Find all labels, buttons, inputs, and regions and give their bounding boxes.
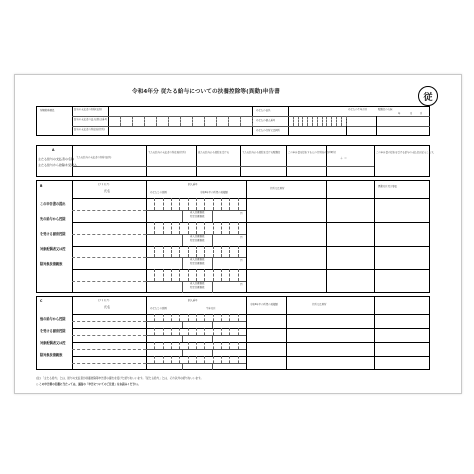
- section-b-vlabel-2: 先の給与から控除: [40, 217, 66, 221]
- section-c-number: 個人番号: [188, 299, 198, 302]
- section-a-note: この申告書の提出を受ける給与の支払者が記入します。: [376, 151, 436, 154]
- section-b-vlabel-5: 除対象扶養親族: [40, 262, 63, 266]
- section-c-vlabel-3: 対象配偶者又は控: [40, 341, 66, 345]
- section-a-col2: 主たる給与の支払者の所在地(住所): [148, 151, 186, 154]
- section-b-address: 住所又は居所: [270, 187, 285, 190]
- form-title: 令和4年分 従たる給与についての扶養控除等(異動)申告書: [132, 89, 280, 95]
- payer-name-label: 給与の支払者の名称(氏名): [74, 108, 103, 111]
- personal-number-label: あなたの個人番号: [256, 119, 276, 122]
- row-unit-0: 円: [240, 211, 243, 215]
- section-c-income: 令和4年中の所得の見積額: [250, 303, 278, 306]
- section-a-col3: 従たる給与から控除を受ける: [198, 151, 230, 154]
- row-tag2-3: 特定扶養親族: [190, 286, 205, 290]
- section-c-name: 氏名: [104, 305, 111, 309]
- section-b-name: 氏名: [104, 189, 111, 193]
- section-b-vlabel-4: 対象配偶者又は控: [40, 247, 66, 251]
- section-b-relation: あなたとの続柄: [150, 191, 167, 194]
- birth-label: あなたの生年月日: [348, 108, 368, 111]
- row-unit-1: 円: [240, 235, 243, 239]
- row-tag2-0: 特定扶養親族: [190, 214, 205, 218]
- section-b-change: 異動月日及び事由: [378, 185, 398, 188]
- section-a-col5: この申告書を提出する人の住所地の市区町村: [288, 151, 336, 154]
- section-c-vlabel-4: 除対象扶養親族: [40, 353, 63, 357]
- spouse-label: 配偶者の有無: [378, 108, 393, 111]
- section-a-col1: 主たる給与の支払者の名称(氏名): [76, 156, 112, 159]
- section-c-relation: あなたとの続柄: [150, 307, 167, 310]
- year-label: 年: [398, 112, 401, 115]
- day-label: 日: [420, 112, 423, 115]
- name-label: あなたの氏名: [256, 109, 271, 112]
- office-label: 所轄税務署長: [40, 109, 55, 112]
- row-unit-3: 円: [240, 283, 243, 287]
- address-label: あなたの住所又は居所: [256, 129, 280, 132]
- section-c-vlabel-1: 他の給与から控除: [40, 317, 66, 321]
- section-c-table: [36, 296, 430, 370]
- section-b-vlabel-3: を受ける源泉控除: [40, 232, 66, 236]
- section-a-sublabel: 主たる給与から控除を受ける: [38, 163, 78, 167]
- row-tag1-2: 老人扶養親族: [190, 258, 205, 262]
- section-b-number: 個人番号: [188, 183, 198, 186]
- section-a-label: 主たる給与の支払者の名称: [38, 157, 75, 161]
- section-b-income: 令和4年中の所得の見積額: [200, 191, 228, 194]
- row-tag1-0: 老人扶養親族: [190, 210, 205, 214]
- row-tag2-1: 特定扶養親族: [190, 238, 205, 242]
- payer-number-label: 給与の支払者の法人(個人)番号: [74, 118, 107, 121]
- section-c-letter: C: [40, 299, 43, 303]
- section-c-vlabel-2: を受ける源泉控除: [40, 329, 66, 333]
- note-1: (注) 「主たる給与」とは、給与の支払者が扶養控除等申告書の提出を受けた給与をいいます。「従たる給与」とは、それ以外の給与をいいます。: [36, 377, 204, 380]
- section-a-mark: ＋ ＝: [340, 156, 347, 160]
- payer-address-label: 給与の支払者の所在地(住所): [74, 128, 105, 131]
- section-c-birth: 生年月日: [206, 307, 216, 310]
- section-b-letter: B: [40, 184, 43, 188]
- section-a-table: [36, 145, 430, 177]
- section-c-kana: (フリガナ): [98, 299, 110, 302]
- badge-mark: 従: [418, 86, 438, 106]
- section-b-vlabel-1: この申告書の提出: [40, 202, 66, 206]
- row-unit-2: 円: [240, 259, 243, 263]
- section-c-address: 住所又は居所: [312, 303, 327, 306]
- section-a-letter: A: [52, 148, 55, 152]
- row-tag1-1: 老人扶養親族: [190, 234, 205, 238]
- section-b-kana: (フリガナ): [98, 183, 110, 186]
- note-2: ○ この申告書の記載に当たっては、裏面の「申告についてのご注意」をお読みください。: [36, 383, 141, 386]
- month-label: 月: [410, 112, 413, 115]
- row-tag2-2: 特定扶養親族: [190, 262, 205, 266]
- section-a-col4: 主たる給与から控除を受ける配偶者: [242, 151, 281, 154]
- section-b-table: [36, 180, 430, 293]
- row-tag1-3: 老人扶養親族: [190, 282, 205, 286]
